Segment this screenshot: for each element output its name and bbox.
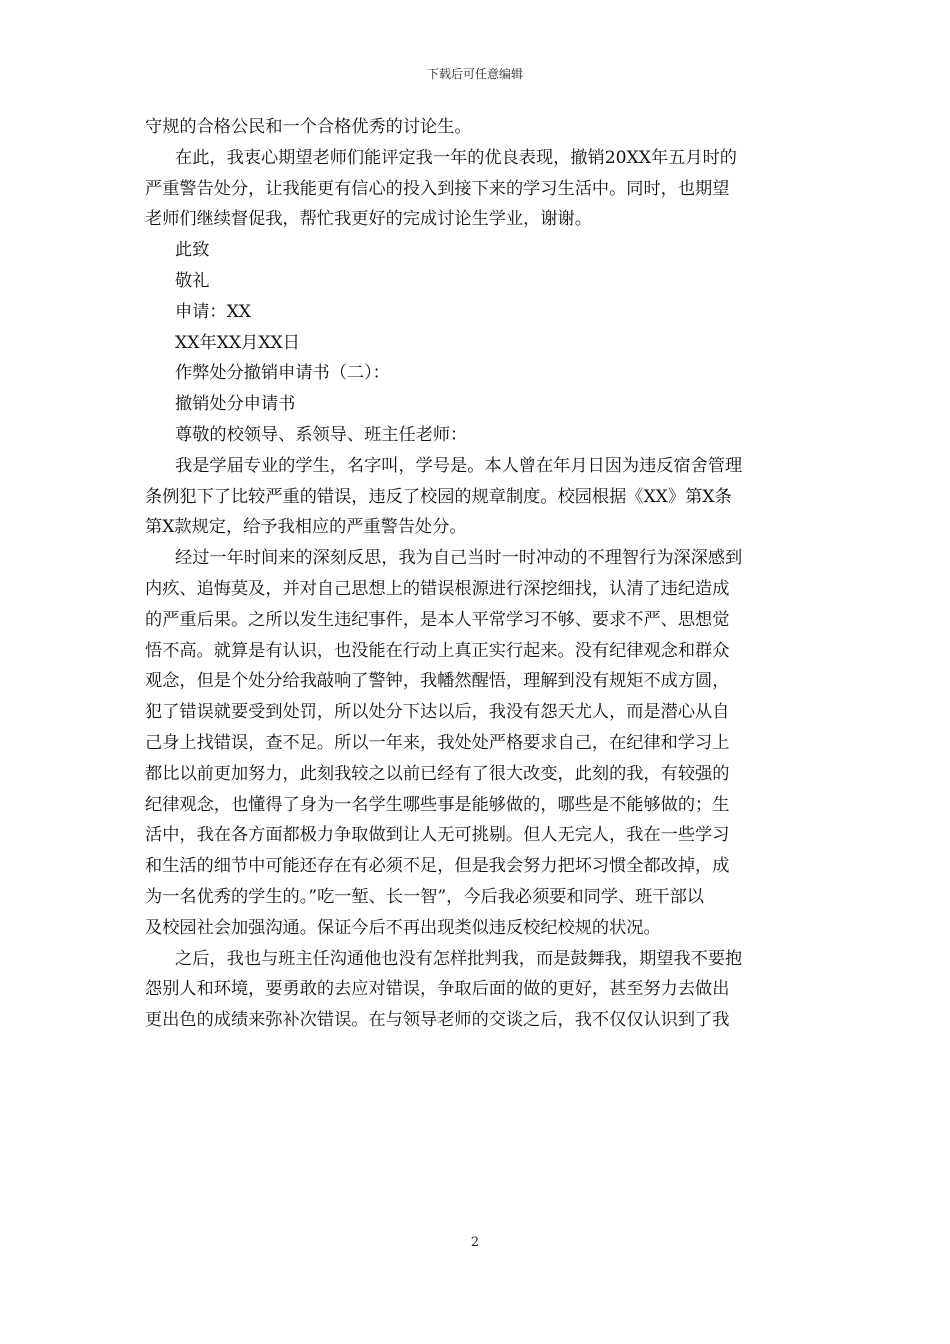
- text-line: 活中，我在各方面都极力争取做到让人无可挑剔。但人无完人，我在一些学习: [145, 825, 730, 846]
- text-line: 及校园社会加强沟通。保证今后不再出现类似违反校纪校规的状况。: [145, 917, 661, 938]
- text-line: 都比以前更加努力，此刻我较之以前已经有了很大改变，此刻的我，有较强的: [145, 763, 730, 784]
- document-title: 撤销处分申请书: [175, 394, 296, 415]
- text-line: 悟不高。就算是有认识，也没能在行动上真正实行起来。没有纪律观念和群众: [145, 640, 730, 661]
- text-line: 第X款规定，给予我相应的严重警告处分。: [145, 517, 467, 538]
- text-line: 观念，但是个处分给我敲响了警钟，我幡然醒悟，理解到没有规矩不成方圆，: [145, 671, 730, 692]
- section-heading: 作弊处分撤销申请书（二）：: [175, 363, 390, 384]
- closing-regards: 敬礼: [175, 270, 210, 291]
- text-line: 老师们继续督促我，帮忙我更好的完成讨论生学业，谢谢。: [145, 209, 592, 230]
- closing-salutation: 此致: [175, 240, 210, 261]
- page-header-note: 下载后可任意编辑: [426, 67, 523, 81]
- applicant-signature: 申请：XX: [175, 301, 252, 322]
- text-line: 在此，我衷心期望老师们能评定我一年的优良表现，撤销20XX年五月时的: [175, 147, 737, 168]
- text-line: 和生活的细节中可能还存在有必须不足，但是我会努力把坏习惯全都改掉，成: [145, 856, 730, 877]
- text-line: 更出色的成绩来弥补次错误。在与领导老师的交谈之后，我不仅仅认识到了我: [145, 1010, 730, 1031]
- text-line: 为一名优秀的学生的。”吃一堑、长一智”，今后我必须要和同学、班干部以: [145, 886, 704, 907]
- text-line: 内疚、追悔莫及，并对自己思想上的错误根源进行深挖细找，认清了违纪造成: [145, 578, 730, 599]
- page-number: 2: [470, 1235, 480, 1250]
- text-line: 经过一年时间来的深刻反思，我为自己当时一时冲动的不理智行为深深感到: [175, 548, 743, 569]
- text-line: 守规的合格公民和一个合格优秀的讨论生。: [145, 117, 472, 137]
- date-line: XX年XX月XX日: [175, 332, 300, 353]
- text-line: 我是学届专业的学生，名字叫，学号是。本人曾在年月日因为违反宿舍管理: [175, 455, 743, 476]
- text-line: 怨别人和环境，要勇敢的去应对错误，争取后面的做的更好，甚至努力去做出: [145, 979, 730, 1000]
- text-line: 己身上找错误，查不足。所以一年来，我处处严格要求自己，在纪律和学习上: [145, 732, 730, 753]
- text-line: 犯了错误就要受到处罚，所以处分下达以后，我没有怨天尤人，而是潜心从自: [145, 702, 730, 723]
- text-line: 严重警告处分，让我能更有信心的投入到接下来的学习生活中。同时，也期望: [145, 178, 730, 199]
- text-line: 的严重后果。之所以发生违纪事件，是本人平常学习不够、要求不严、思想觉: [145, 609, 730, 630]
- text-line: 条例犯下了比较严重的错误，违反了校园的规章制度。校园根据《XX》第X条: [145, 486, 732, 507]
- text-line: 之后，我也与班主任沟通他也没有怎样批判我，而是鼓舞我，期望我不要抱: [175, 948, 743, 969]
- text-line: 纪律观念，也懂得了身为一名学生哪些事是能够做的，哪些是不能够做的；生: [145, 794, 730, 815]
- greeting: 尊敬的校领导、系领导、班主任老师：: [175, 424, 468, 445]
- document-body: [145, 112, 807, 1036]
